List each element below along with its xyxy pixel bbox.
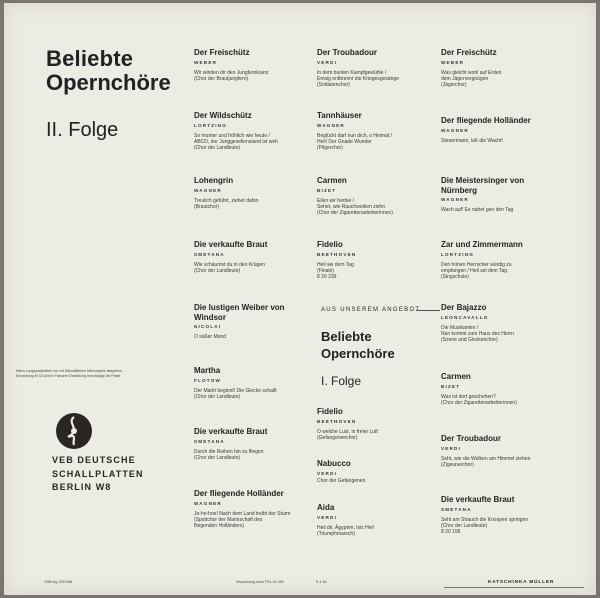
track-desc: Wie schäumst du in den Krügen (Chor der Landleute) bbox=[194, 261, 265, 274]
track-desc: Steuermann, laß die Wacht! bbox=[441, 137, 503, 144]
track-composer: VERDI bbox=[317, 470, 338, 476]
track-desc: Durch die Reihen hin zu fliegen (Chor der Landleute) bbox=[194, 448, 264, 461]
angebot-title-line2: Opernchöre bbox=[321, 346, 395, 361]
track-desc: Der Markt beginnt! Die Glocke schallt (Chor der Landleute) bbox=[194, 387, 277, 400]
track-desc: Chor der Gefangenen bbox=[317, 477, 366, 484]
track-entry bbox=[441, 176, 541, 213]
track-composer: BIZET bbox=[441, 383, 461, 389]
track-composer: WEBER bbox=[194, 59, 218, 65]
track-desc: Seht, wie die Wolken am Himmel ziehen (Zigeunerchor) bbox=[441, 455, 531, 468]
track-composer: WAGNER bbox=[194, 187, 222, 193]
track-title: Martha bbox=[194, 366, 221, 375]
footer-packaging: Verpackung nach TGL 10-469 bbox=[236, 580, 284, 584]
track-desc: So munter und fröhlich wie heute / ABCD, der Junggesellenstand ist weh (Chor der Landleute) bbox=[194, 132, 278, 152]
publisher-line: SCHALLPLATTEN bbox=[52, 468, 144, 479]
track-title: Aida bbox=[317, 503, 335, 512]
track-entry bbox=[441, 434, 591, 468]
track-desc: O welche Lust, in freier Luft (Gefangenenchor) bbox=[317, 428, 378, 441]
track-title: Lohengrin bbox=[194, 176, 234, 185]
track-composer: VERDI bbox=[317, 514, 338, 520]
track-composer: BEETHOVEN bbox=[317, 251, 357, 257]
playback-notice: Mikro-Langspielplatten nur mit Mikrofilitelem Mikrosaphir abspielen, Einstellung M 33 U/min! Falsche Einstellung beschädigt die Platte. bbox=[16, 369, 124, 378]
track-title: Die verkaufte Braut bbox=[194, 240, 268, 249]
track-composer: BIZET bbox=[317, 187, 337, 193]
track-composer: VERDI bbox=[441, 445, 462, 451]
track-title: Die verkaufte Braut bbox=[194, 427, 268, 436]
track-composer: SMETANA bbox=[441, 506, 472, 512]
track-entry bbox=[441, 495, 591, 536]
publisher-line: BERLIN W8 bbox=[52, 482, 112, 492]
publisher-line: VEB DEUTSCHE bbox=[52, 455, 136, 465]
track-title: Zar und Zimmermann bbox=[441, 240, 523, 249]
track-desc: Wach auf! Es nahet gen den Tag bbox=[441, 207, 514, 213]
track-title: Carmen bbox=[317, 176, 347, 185]
track-title: Der Troubadour bbox=[317, 48, 378, 57]
track-title: Die Meistersinger von Nürnberg bbox=[441, 176, 525, 195]
track-title: Fidelio bbox=[317, 240, 343, 249]
track-title: Tannhäuser bbox=[317, 111, 362, 120]
track-entry bbox=[441, 48, 591, 89]
track-desc: Treulich geführt, ziehet dahin (Brautchor) bbox=[194, 197, 259, 210]
track-desc: In dem bunten Kampfgewühle / Emsig entbrennt die Kriegesgesänge (Soldatenchor) bbox=[317, 69, 399, 89]
publisher-label bbox=[52, 454, 144, 495]
label-logo-icon bbox=[54, 411, 94, 451]
track-title: Carmen bbox=[441, 372, 471, 381]
track-entry bbox=[441, 372, 591, 406]
track-composer: SMETANA bbox=[194, 251, 225, 257]
angebot-divider bbox=[416, 310, 440, 311]
track-title: Der fliegende Holländer bbox=[441, 116, 531, 125]
album-title-line2: Opernchöre bbox=[46, 70, 171, 95]
footer-print-code: 1089 Ag 133/1/68 bbox=[44, 580, 73, 584]
footer-designer: KATSCHINKA MÜLLER bbox=[488, 580, 555, 585]
album-folge: II. Folge bbox=[46, 119, 119, 141]
track-desc: Heil sei dem Tag (Finale) 8 20 239 bbox=[317, 261, 354, 281]
track-entry bbox=[441, 303, 591, 344]
track-title: Fidelio bbox=[317, 407, 343, 416]
track-composer: WAGNER bbox=[441, 197, 469, 202]
track-entry bbox=[194, 489, 304, 530]
track-desc: Eilen wir herbei / Sehet, wie Rauchwolken ziehn (Chor der Zigarettenarbeiterinnen) bbox=[317, 197, 393, 217]
track-desc: Was ist dort geschehen? (Chor der Zigarettenarbeiterinnen) bbox=[441, 393, 517, 406]
track-composer: LORTZING bbox=[441, 251, 475, 257]
track-desc: Was gleicht wohl auf Erden dem Jägervergnügen (Jägerchor) bbox=[441, 69, 502, 89]
track-desc: Die Musikanten / Nun kommt zum Haus des Herrn (Szene und Glockenchor) bbox=[441, 324, 514, 344]
track-title: Der Freischütz bbox=[441, 48, 497, 57]
track-desc: Heil dir, Ägypten, Isis Heil (Triumphmarsch) bbox=[317, 524, 374, 537]
track-composer: BEETHOVEN bbox=[317, 418, 357, 424]
track-composer: LEONCAVALLO bbox=[441, 314, 489, 320]
track-title: Der fliegende Holländer bbox=[194, 489, 284, 498]
angebot-folge: I. Folge bbox=[321, 374, 362, 388]
track-composer: WAGNER bbox=[441, 127, 469, 133]
footer-code: E 4-60 bbox=[316, 580, 327, 584]
track-title: Nabucco bbox=[317, 459, 351, 468]
album-title-line1: Beliebte bbox=[46, 46, 134, 71]
track-entry bbox=[441, 116, 531, 144]
track-desc: Jo-ho-hoe! Nach dem Land treibt der Sturm (Spottchor der Mannschaft des fliegenden Holländers) bbox=[194, 510, 291, 530]
track-composer: FLOTOW bbox=[194, 377, 222, 383]
track-desc: Wir winden dir den Jungfernkranz (Chor der Brautjungfern) bbox=[194, 69, 269, 82]
track-desc: Beglückt darf nun dich, o Heimat / Heil! Der Gnade Wunder (Pilgerchor) bbox=[317, 132, 393, 152]
track-entry bbox=[441, 240, 591, 281]
track-desc: Seht am Strauch die Knospen springen (Chor der Landleute) 8 20 195 bbox=[441, 516, 528, 536]
track-composer: WAGNER bbox=[194, 500, 222, 506]
track-composer: LORTZING bbox=[194, 122, 228, 128]
track-title: Der Bajazzo bbox=[441, 303, 487, 312]
track-desc: O süßer Mond bbox=[194, 334, 226, 340]
footer-divider bbox=[444, 587, 584, 588]
angebot-title-line1: Beliebte bbox=[321, 329, 372, 344]
angebot-heading: AUS UNSEREM ANGEBOT bbox=[321, 307, 421, 313]
track-title: Der Troubadour bbox=[441, 434, 502, 443]
track-title: Der Freischütz bbox=[194, 48, 250, 57]
track-title: Die lustigen Weiber von Windsor bbox=[194, 303, 285, 322]
track-composer: VERDI bbox=[317, 59, 338, 65]
track-desc: Den hohen Herrscher würdig zu empfangen / Heil sei dem Tag (Singschule) bbox=[441, 261, 512, 281]
track-title: Die verkaufte Braut bbox=[441, 495, 515, 504]
track-entry bbox=[194, 303, 304, 340]
track-title: Der Wildschütz bbox=[194, 111, 252, 120]
track-composer: WAGNER bbox=[317, 122, 345, 128]
record-sleeve-back bbox=[4, 3, 596, 595]
track-composer: WEBER bbox=[441, 59, 465, 65]
track-composer: SMETANA bbox=[194, 438, 225, 444]
track-composer: NICOLAI bbox=[194, 324, 222, 329]
